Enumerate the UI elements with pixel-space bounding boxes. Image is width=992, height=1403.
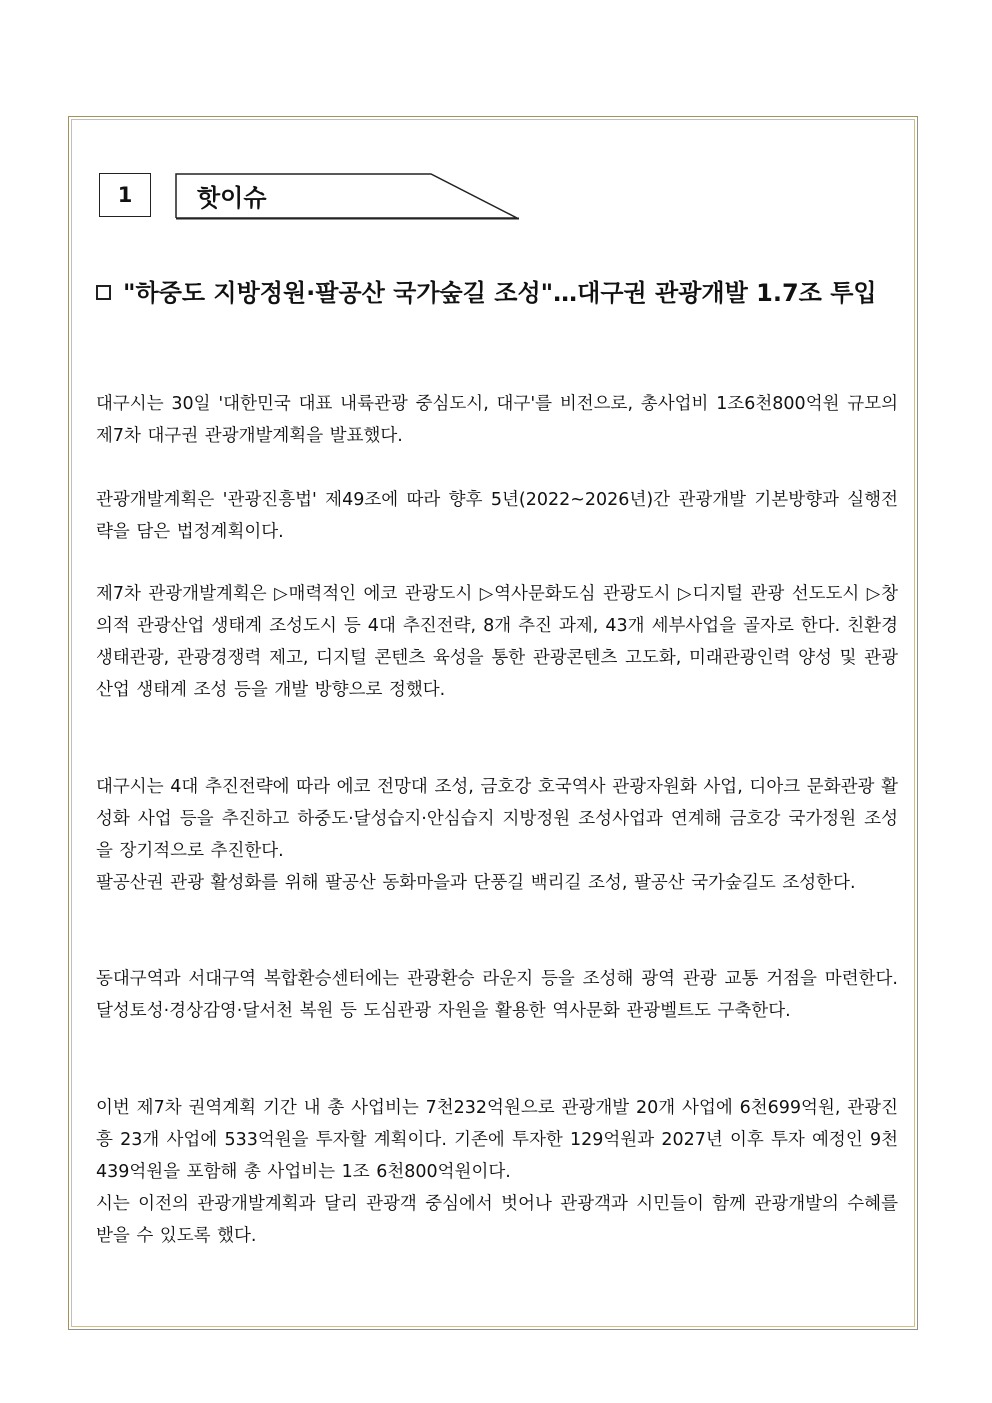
paragraph-5: 팔공산권 관광 활성화를 위해 팔공산 동화마을과 단풍길 백리길 조성, 팔공산 국가숲길도 조성한다. xyxy=(96,873,856,893)
square-bullet-icon xyxy=(96,285,111,300)
paragraph-4: 대구시는 4대 추진전략에 따라 에코 전망대 조성, 금호강 호국역사 관광자원화 사업, 디아크 문화관광 활성화 사업 등을 추진하고 하중도·달성습지·안심습지 지방정원 조성사업과 연계해 금호강 국가정원 조성을 장기적으로 추진한다. xyxy=(96,777,898,861)
paragraph-2: 관광개발계획은 '관광진흥법' 제49조에 따라 향후 5년(2022~2026년)간 관광개발 기본방향과 실행전략을 담은 법정계획이다. xyxy=(96,490,898,542)
section-number: 1 xyxy=(117,183,133,207)
paragraph-8: 시는 이전의 관광개발계획과 달리 관광객 중심에서 벗어나 관광객과 시민들이 함께 관광개발의 수혜를 받을 수 있도록 했다. xyxy=(96,1194,898,1246)
section-title-tab xyxy=(175,172,520,220)
paragraph-6: 동대구역과 서대구역 복합환승센터에는 관광환승 라운지 등을 조성해 광역 관광 교통 거점을 마련한다. 달성토성·경상감영·달서천 복원 등 도심관광 자원을 활용한 역사문화 관광벨트도 구축한다. xyxy=(96,969,898,1021)
section-number-box xyxy=(99,173,151,217)
headline-text: "하중도 지방정원·팔공산 국가숲길 조성"…대구권 관광개발 1.7조 투입 xyxy=(123,279,877,307)
paragraph-1: 대구시는 30일 '대한민국 대표 내륙관광 중심도시, 대구'를 비전으로, 총사업비 1조6천800억원 규모의 제7차 대구권 관광개발계획을 발표했다. xyxy=(96,394,898,446)
paragraph-3: 제7차 관광개발계획은 ▷매력적인 에코 관광도시 ▷역사문화도심 관광도시 ▷디지털 관광 선도도시 ▷창의적 관광산업 생태계 조성도시 등 4대 추진전략, 8개 추진 과제, 43개 세부사업을 골자로 한다. 친환경 생태관광, 관광경쟁력 제고, 디지털 콘텐츠 육성을 통한 관광콘텐츠 고도화, 미래관광인력 양성 및 관광산업 생태계 조성 등을 개발 방향으로 정했다. xyxy=(96,584,898,700)
section-title: 핫이슈 xyxy=(197,184,267,212)
article-headline xyxy=(96,272,898,314)
paragraph-7: 이번 제7차 권역계획 기간 내 총 사업비는 7천232억원으로 관광개발 20개 사업에 6천699억원, 관광진흥 23개 사업에 533억원을 투자할 계획이다. 기존에 투자한 129억원과 2027년 이후 투자 예정인 9천439억원을 포함해 총 사업비는 1조 6천800억원이다. xyxy=(96,1098,898,1182)
